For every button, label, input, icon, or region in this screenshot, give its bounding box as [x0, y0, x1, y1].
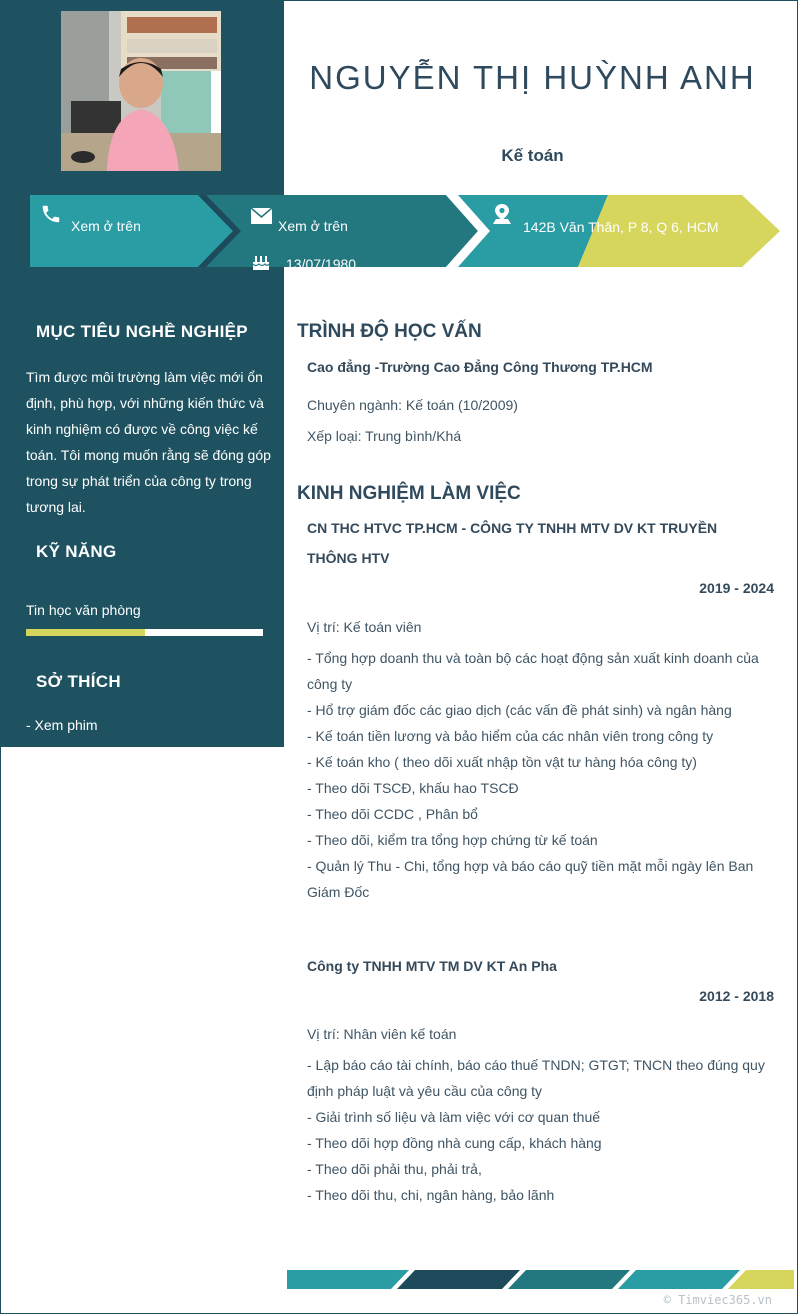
location-icon — [491, 203, 513, 225]
job1-duties — [307, 645, 772, 905]
duty-line: - Theo dõi hợp đồng nhà cung cấp, khách hàng — [307, 1135, 602, 1151]
footer-stripe — [287, 1270, 794, 1289]
education-school: Cao đẳng -Trường Cao Đẳng Công Thương TP.HCM — [307, 359, 653, 375]
job1-period: 2019 - 2024 — [699, 580, 774, 596]
duty-line: - Theo dõi thu, chi, ngân hàng, bảo lãnh — [307, 1187, 555, 1203]
hobbies-text: - Xem phim — [26, 717, 98, 733]
candidate-name: NGUYỄN THỊ HUỲNH ANH — [309, 59, 756, 96]
education-major: Chuyên ngành: Kế toán (10/2009) — [307, 397, 518, 413]
duty-line: - Giải trình số liệu và làm việc với cơ quan thuế — [307, 1109, 601, 1125]
experience-title: KINH NGHIỆM LÀM VIỆC — [297, 483, 521, 504]
copyright: © Timviec365.vn — [663, 1293, 772, 1307]
skills-title: KỸ NĂNG — [36, 542, 117, 561]
duty-line: - Theo dõi, kiểm tra tổng hợp chứng từ kế toán — [307, 832, 598, 848]
duty-line: - Hổ trợ giám đốc các giao dịch (các vấn đề phát sinh) và ngân hàng — [307, 702, 732, 718]
duty-line: - Quản lý Thu - Chi, tổng hợp và báo cáo quỹ tiền mặt mỗi ngày lên Ban — [307, 858, 754, 874]
hobbies-title: SỞ THÍCH — [36, 672, 121, 691]
education-rank: Xếp loại: Trung bình/Khá — [307, 428, 462, 444]
contact-birthday: 13/07/1980 — [286, 256, 357, 272]
duty-line: - Tổng hợp doanh thu và toàn bộ các hoạt động sản xuất kinh doanh của — [307, 650, 759, 666]
contact-email: Xem ở trên — [278, 218, 348, 234]
job2-company: Công ty TNHH MTV TM DV KT An Pha — [307, 958, 557, 974]
mail-icon — [251, 208, 272, 224]
duty-line: Giám Đốc — [307, 884, 370, 900]
duty-line: - Theo dõi TSCĐ, khấu hao TSCĐ — [307, 780, 519, 796]
duty-line: công ty — [307, 676, 353, 692]
duty-line: - Theo dõi phải thu, phải trả, — [307, 1161, 482, 1177]
job2-duties — [307, 1052, 772, 1208]
duty-line: - Kế toán tiền lương và bảo hiểm của các nhân viên trong công ty — [307, 728, 714, 744]
duty-line: - Theo dõi CCDC , Phân bổ — [307, 806, 478, 822]
skill-bar — [26, 629, 263, 636]
cake-icon — [251, 252, 271, 272]
phone-icon — [40, 203, 62, 225]
education-title: TRÌNH ĐỘ HỌC VẤN — [297, 321, 482, 342]
duty-line: - Lập báo cáo tài chính, báo cáo thuế TNDN; GTGT; TNCN theo đúng quy — [307, 1057, 765, 1073]
objective-title: MỤC TIÊU NGHỀ NGHIỆP — [36, 322, 248, 341]
job1-company-cont: THÔNG HTV — [307, 550, 390, 566]
objective-text: Tìm được môi trường làm việc mới ổn định, phù hợp, với những kiến thức và kinh nghiệm có được về công việc kế toán. Tôi mong muốn rằng sẽ đóng góp trong sự phát triển của công ty trong tương lai. — [26, 369, 271, 515]
job1-position: Vị trí: Kế toán viên — [307, 619, 422, 635]
job2-period: 2012 - 2018 — [699, 988, 774, 1004]
duty-line: - Kế toán kho ( theo dõi xuất nhập tồn vật tư hàng hóa công ty) — [307, 754, 697, 770]
skill-bar-fill — [26, 629, 145, 636]
duty-line: định pháp luật và yêu cầu của công ty — [307, 1083, 543, 1099]
contact-address: 142B Văn Thân, P 8, Q 6, HCM — [523, 219, 719, 235]
job-title: Kế toán — [501, 146, 564, 165]
profile-photo — [61, 11, 221, 171]
skill-name: Tin học văn phòng — [26, 602, 141, 618]
contact-phone: Xem ở trên — [71, 218, 141, 234]
job2-position: Vị trí: Nhân viên kế toán — [307, 1026, 457, 1042]
job1-company: CN THC HTVC TP.HCM - CÔNG TY TNHH MTV DV KT TRUYỀN — [307, 520, 718, 536]
